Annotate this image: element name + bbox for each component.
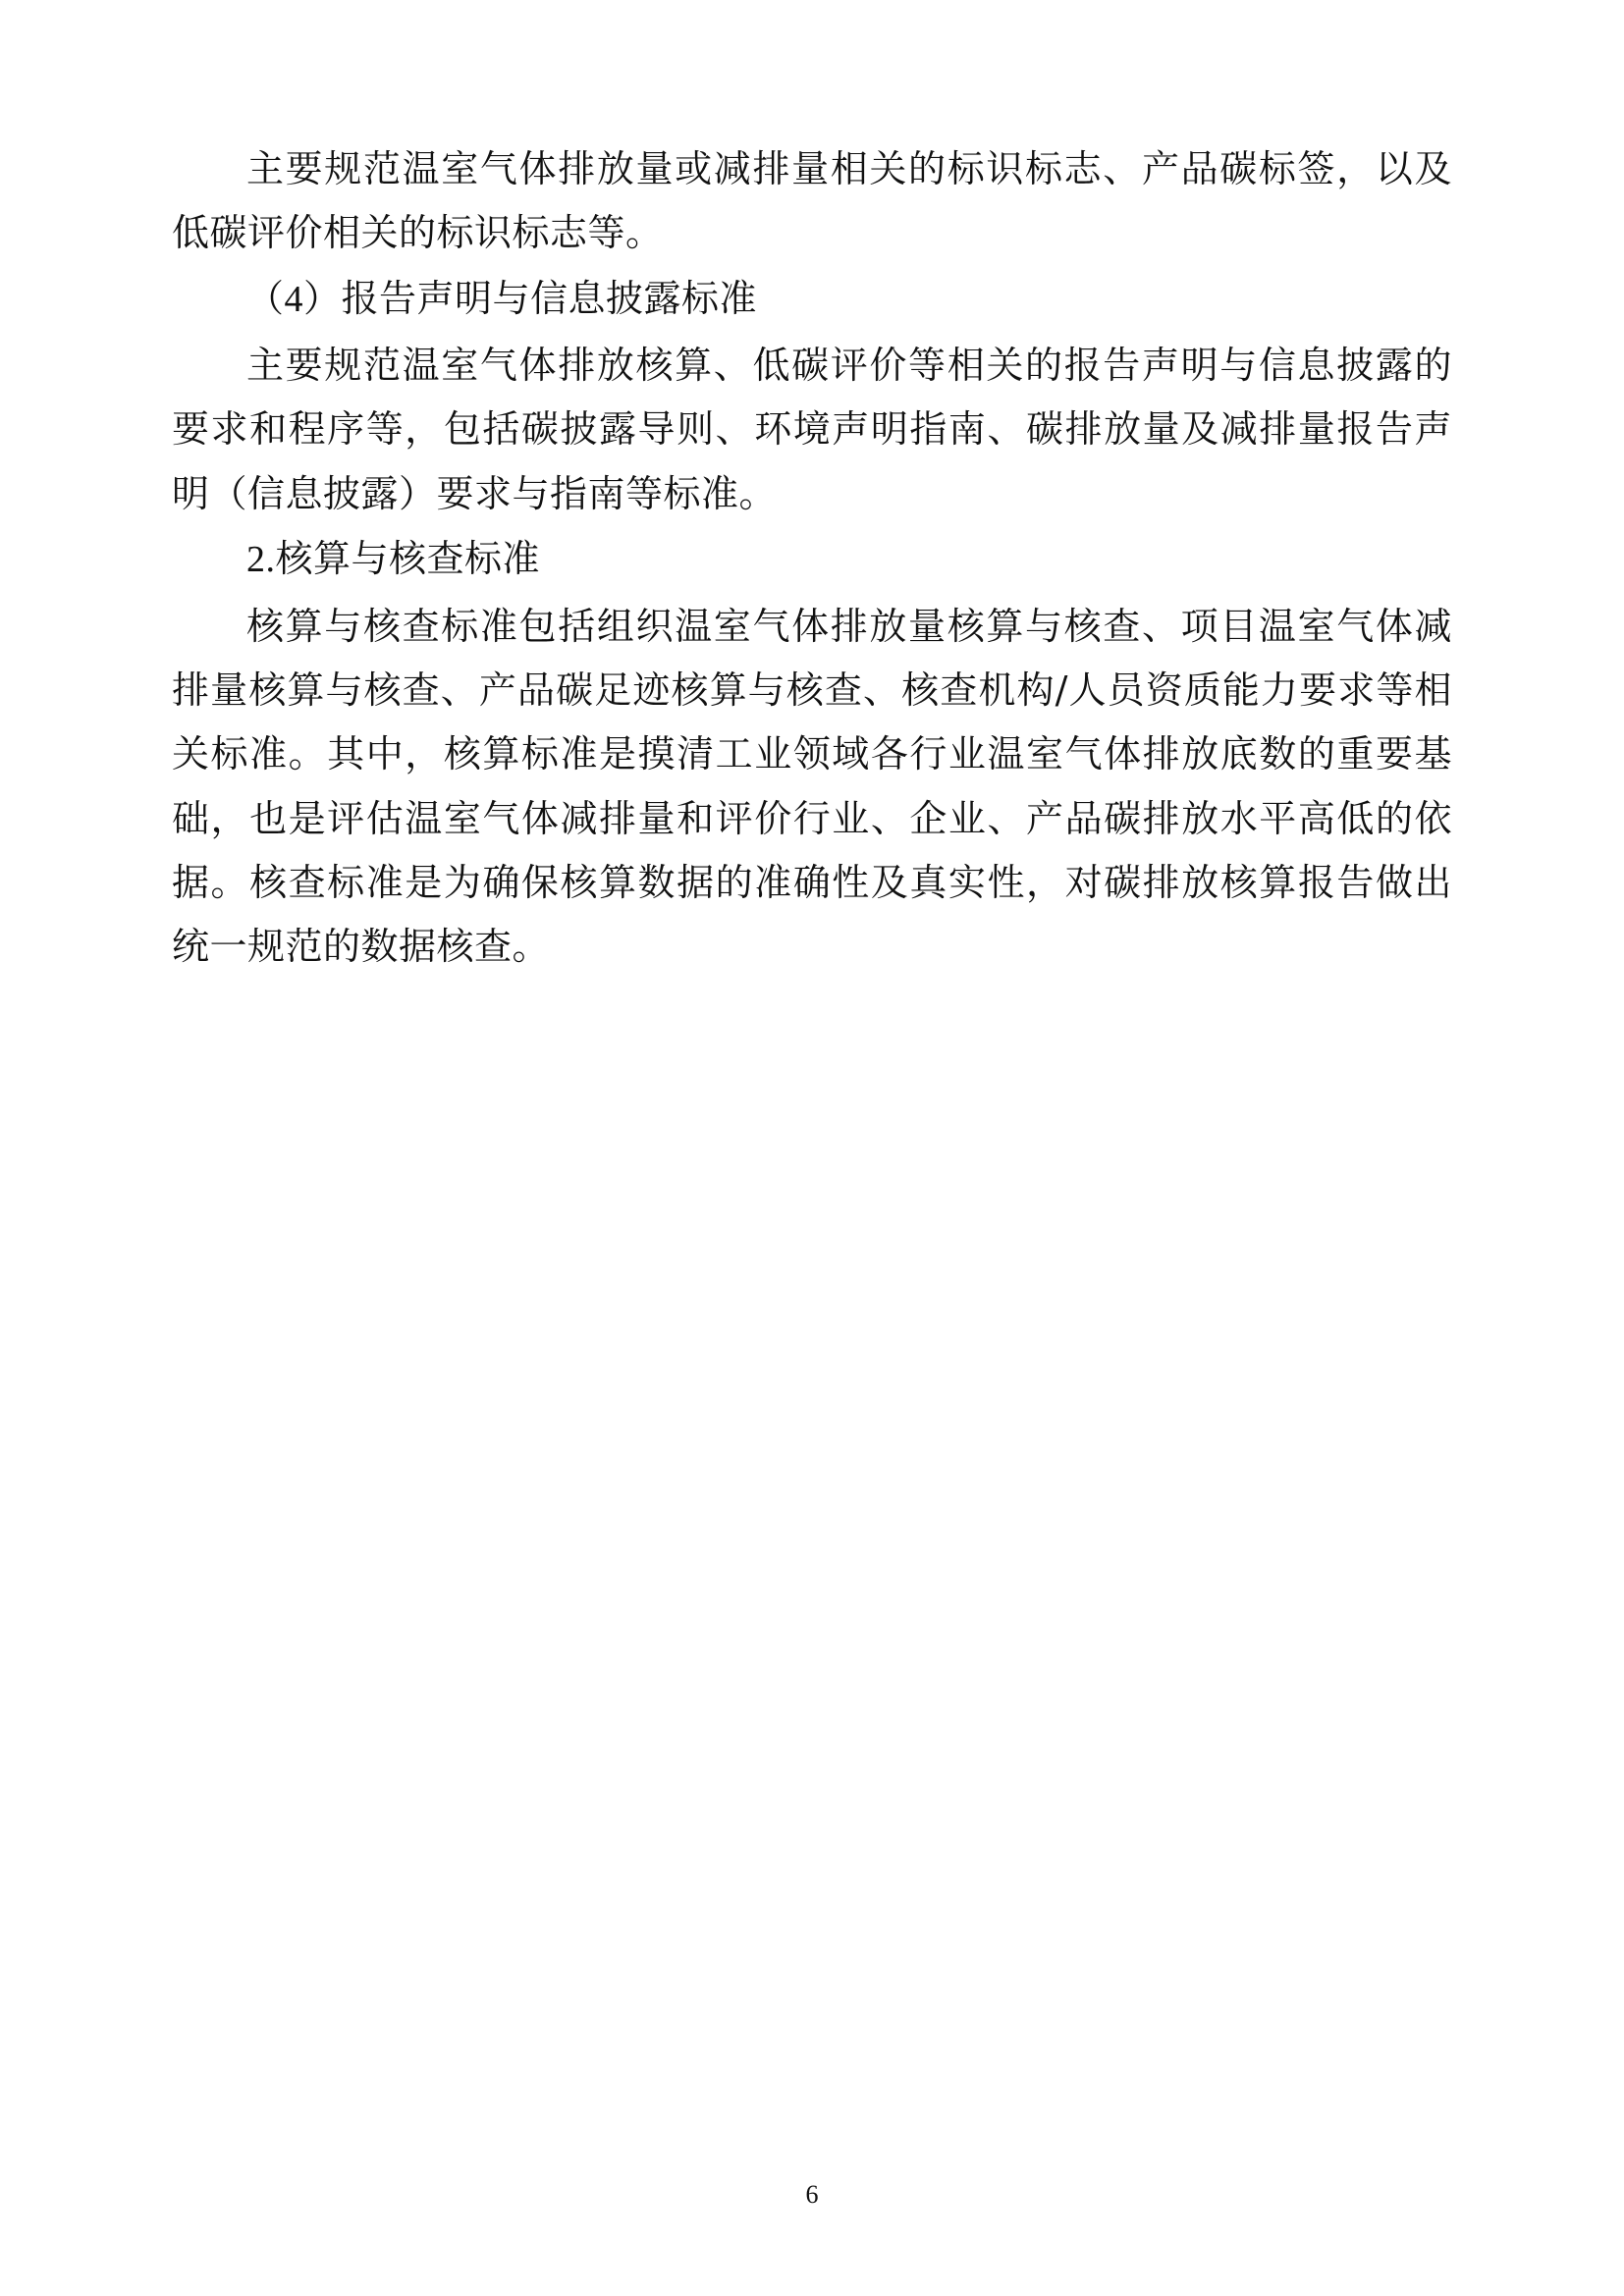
paragraph-report-disclosure-description: 主要规范温室气体排放核算、低碳评价等相关的报告声明与信息披露的要求和程序等，包括碳披露导则、环境声明指南、碳排放量及减排量报告声明（信息披露）要求与指南等标准。 bbox=[172, 344, 1452, 515]
paragraph-label-standards: 主要规范温室气体排放量或减排量相关的标识标志、产品碳标签，以及低碳评价相关的标识标志等。 bbox=[172, 147, 1452, 255]
heading-accounting-verification-standards: 2.核算与核查标准 bbox=[246, 539, 541, 581]
document-body bbox=[172, 137, 1452, 1590]
page-number: 6 bbox=[805, 2180, 819, 2209]
paragraph-accounting-verification-description: 核算与核查标准包括组织温室气体排放量核算与核查、项目温室气体减排量核算与核查、产品碳足迹核算与核查、核查机构/人员资质能力要求等相关标准。其中，核算标准是摸清工业领域各行业温室气体排放底数的重要基础，也是评估温室气体减排量和评价行业、企业、产品碳排放水平高低的依据。核查标准是为确保核算数据的准确性及真实性，对碳排放核算报告做出统一规范的数据核查。 bbox=[172, 604, 1452, 969]
heading-report-disclosure-standards: （4）报告声明与信息披露标准 bbox=[246, 278, 758, 320]
blank-area bbox=[172, 982, 1452, 1590]
